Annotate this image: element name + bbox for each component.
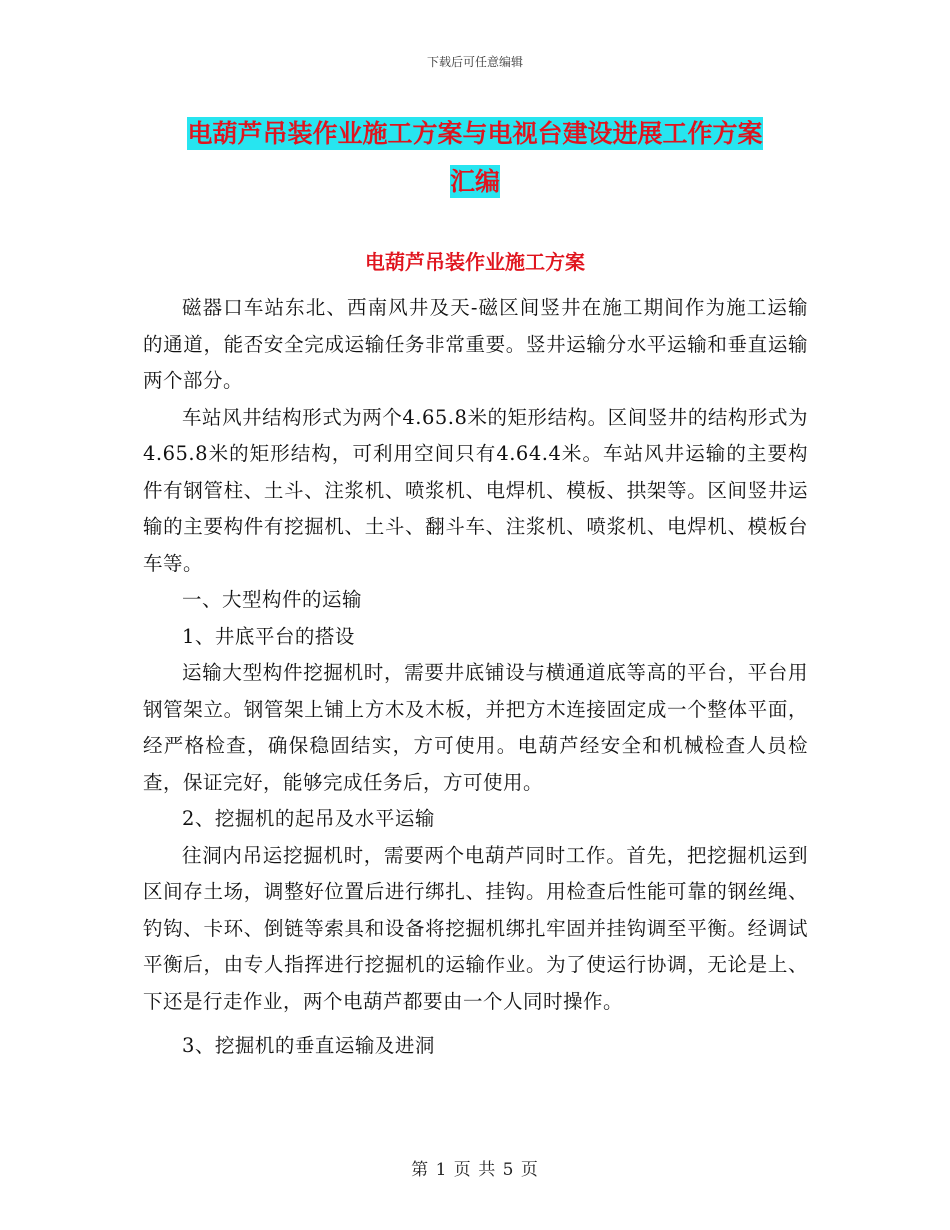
heading-2: 3、挖掘机的垂直运输及进洞 — [182, 1034, 435, 1057]
header-note: 下载后可任意编辑 — [426, 55, 523, 69]
heading-2: 2、挖掘机的起吊及水平运输 — [182, 807, 435, 830]
page-footer: 第 1 页 共 5 页 — [411, 1160, 539, 1180]
paragraph: 往洞内吊运挖掘机时，需要两个电葫芦同时工作。首先，把挖掘机运到区间存土场，调整好位置后进行绑扎、挂钩。用检查后性能可靠的钢丝绳、钓钩、卡环、倒链等索具和设备将挖掘机绑扎牢固并挂钩调至平衡。经调试平衡后，由专人指挥进行挖掘机的运输作业。为了使运行协调，无论是上、下还是行走作业，两个电葫芦都要由一个人同时操作。 — [143, 843, 808, 1013]
document-body — [143, 290, 808, 1065]
heading-1: 一、大型构件的运输 — [182, 588, 363, 611]
paragraph: 运输大型构件挖掘机时，需要井底铺设与横通道底等高的平台，平台用钢管架立。钢管架上铺上方木及木板，并把方木连接固定成一个整体平面，经严格检查，确保稳固结实，方可使用。电葫芦经安全和机械检查人员检查，保证完好，能够完成任务后，方可使用。 — [143, 661, 808, 794]
paragraph: 车站风井结构形式为两个4.65.8米的矩形结构。区间竖井的结构形式为4.65.8米的矩形结构，可利用空间只有4.64.4米。车站风井运输的主要构件有钢管柱、土斗、注浆机、喷浆机、电焊机、模板、拱架等。区间竖井运输的主要构件有挖掘机、土斗、翻斗车、注浆机、喷浆机、电焊机、模板台车等。 — [143, 405, 808, 575]
heading-2: 1、井底平台的搭设 — [182, 624, 355, 648]
paragraph: 磁器口车站东北、西南风井及天-磁区间竖井在施工期间作为施工运输的通道，能否安全完成运输任务非常重要。竖井运输分水平运输和垂直运输两个部分。 — [143, 296, 808, 392]
document-title-line-2: 汇编 — [449, 167, 500, 196]
section-title: 电葫芦吊装作业施工方案 — [365, 250, 585, 274]
document-title-line-1: 电葫芦吊装作业施工方案与电视台建设进展工作方案 — [187, 119, 763, 148]
document-title — [140, 110, 810, 206]
